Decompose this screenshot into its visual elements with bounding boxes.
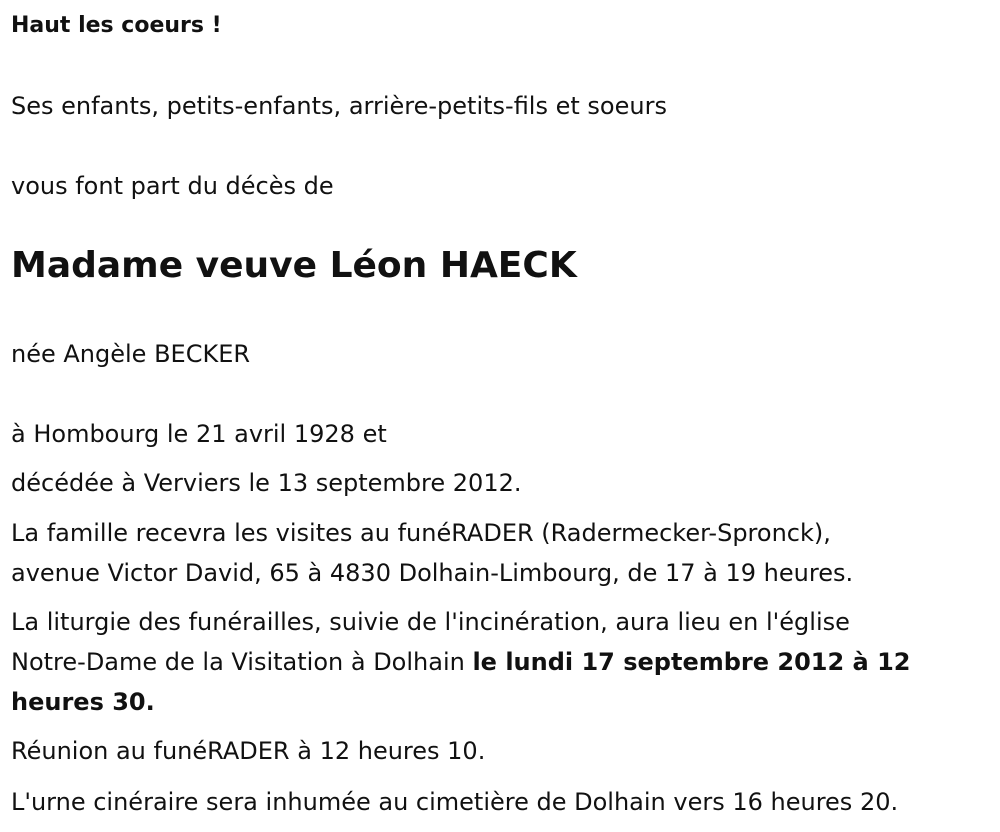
liturgy-time-emphasis: heures 30. <box>11 688 155 716</box>
liturgy-line-2-plain: Notre-Dame de la Visitation à Dolhain <box>11 648 473 676</box>
liturgy-line-2 <box>11 642 910 682</box>
family-line: Ses enfants, petits-enfants, arrière-petits-fils et soeurs <box>11 92 667 120</box>
death-line: décédée à Verviers le 13 septembre 2012. <box>11 469 522 497</box>
visits-line-1: La famille recevra les visites au funéRADER (Radermecker-Spronck), <box>11 519 831 547</box>
reunion-line: Réunion au funéRADER à 12 heures 10. <box>11 737 486 765</box>
birth-line: à Hombourg le 21 avril 1928 et <box>11 420 387 448</box>
urn-line: L'urne cinéraire sera inhumée au cimetière de Dolhain vers 16 heures 20. <box>11 788 899 816</box>
visits-line-2: avenue Victor David, 65 à 4830 Dolhain-Limbourg, de 17 à 19 heures. <box>11 559 854 587</box>
announcement-line: vous font part du décès de <box>11 172 334 200</box>
deceased-name: Madame veuve Léon HAECK <box>11 245 577 286</box>
notice-heading: Haut les coeurs ! <box>11 13 222 38</box>
maiden-name: née Angèle BECKER <box>11 340 251 368</box>
liturgy-date-emphasis: le lundi 17 septembre 2012 à 12 <box>472 648 911 676</box>
liturgy-line-1: La liturgie des funérailles, suivie de l'incinération, aura lieu en l'église <box>11 608 850 636</box>
